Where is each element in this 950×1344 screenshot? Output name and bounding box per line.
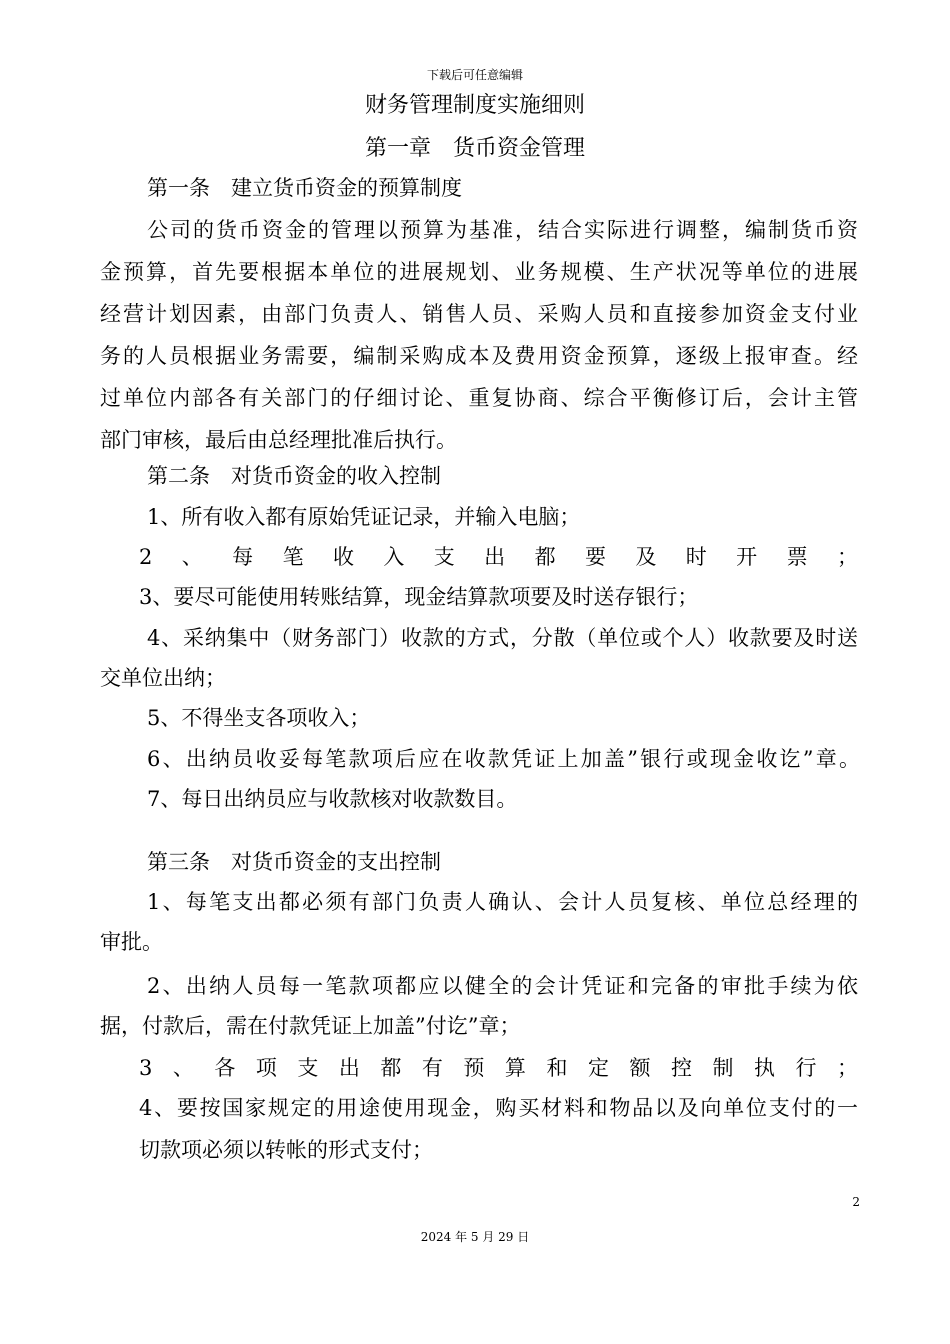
paragraph-line: 公司的货币资金的管理以预算为基准，结合实际进行调整，编制货币资	[147, 218, 858, 242]
page-number: 2	[852, 1195, 860, 1209]
list-item: 2、出纳人员每一笔款项都应以健全的会计凭证和完备的审批手续为依	[147, 974, 858, 998]
list-item-continued: 切款项必须以转帐的形式支付；	[139, 1138, 433, 1162]
list-item: 6、出纳员收妥每笔款项后应在收款凭证上加盖”银行或现金收讫”章。	[147, 747, 860, 771]
list-item: 4、采纳集中（财务部门）收款的方式，分散（单位或个人）收款要及时送	[147, 626, 858, 650]
list-item-continued: 交单位出纳；	[100, 666, 226, 690]
article-3-heading: 第三条 对货币资金的支出控制	[147, 850, 441, 874]
paragraph-line: 部门审核，最后由总经理批准后执行。	[100, 428, 457, 452]
article-1-heading: 第一条 建立货币资金的预算制度	[147, 176, 462, 200]
paragraph-line: 过单位内部各有关部门的仔细讨论、重复协商、综合平衡修订后，会计主管	[100, 386, 858, 410]
paragraph-line: 金预算，首先要根据本单位的进展规划、业务规模、生产状况等单位的进展	[100, 260, 858, 284]
list-item: 3、各项支出都有预算和定额控制执行；	[139, 1056, 858, 1080]
paragraph-line: 务的人员根据业务需要，编制采购成本及费用资金预算，逐级上报审查。经	[100, 344, 858, 368]
list-item: 7、每日出纳员应与收款核对收款数目。	[147, 787, 518, 811]
list-item: 1、每笔支出都必须有部门负责人确认、会计人员复核、单位总经理的	[147, 890, 858, 914]
paragraph-line: 经营计划因素，由部门负责人、销售人员、采购人员和直接参加资金支付业	[100, 302, 858, 326]
list-item: 5、不得坐支各项收入；	[147, 706, 371, 730]
list-item: 2、每笔收入支出都要及时开票；	[139, 545, 858, 569]
article-2-heading: 第二条 对货币资金的收入控制	[147, 464, 441, 488]
list-item: 4、要按国家规定的用途使用现金，购买材料和物品以及向单位支付的一	[139, 1096, 858, 1120]
chapter-title: 第一章 货币资金管理	[364, 136, 585, 161]
header-note: 下载后可任意编辑	[426, 68, 523, 82]
document-title: 财务管理制度实施细则	[364, 93, 585, 118]
list-item-continued: 审批。	[100, 930, 163, 954]
list-item-continued: 据，付款后，需在付款凭证上加盖”付讫”章；	[100, 1014, 521, 1038]
list-item: 1、所有收入都有原始凭证记录，并输入电脑；	[147, 505, 581, 529]
list-item: 3、要尽可能使用转账结算，现金结算款项要及时送存银行；	[139, 585, 699, 609]
footer-date: 2024 年 5 月 29 日	[420, 1230, 530, 1244]
